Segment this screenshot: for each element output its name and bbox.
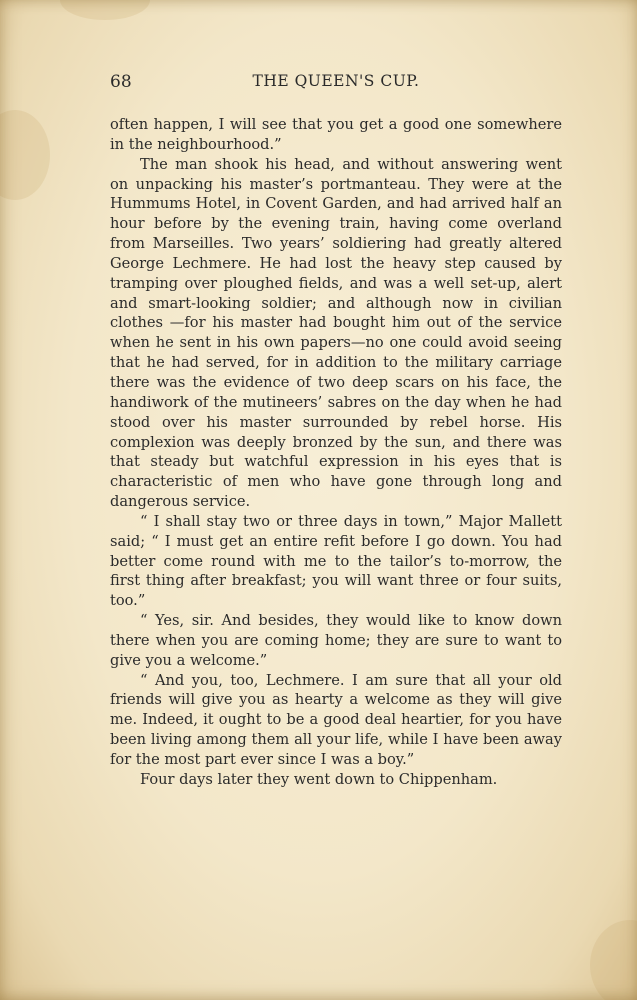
running-title: THE QUEEN'S CUP. (252, 72, 420, 90)
page-header (110, 72, 562, 96)
paper-stain (590, 920, 637, 1000)
paragraph: often happen, I will see that you get a good one somewhere in the neighbourhood.” (110, 116, 562, 153)
paragraph: “ Yes, sir. And besides, they would like to know down there when you are coming home; they are sure to want to give you a welcome.” (110, 612, 562, 669)
page-number: 68 (110, 72, 132, 92)
paragraph: Four days later they went down to Chippenham. (140, 770, 498, 788)
paragraph: “ I shall stay two or three days in town,” Major Mallett said; “ I must get an entire refit before I go down. You had better come round with me to the tailor’s to-morrow, the first thing after breakfast; you will want three or four suits, too.” (110, 512, 562, 610)
paper-stain (0, 110, 50, 200)
paper-stain (60, 0, 150, 20)
paragraph: “ And you, too, Lechmere. I am sure that all your old friends will give you as hearty a welcome as they will give me. Indeed, it ought to be a good deal heartier, for you have been living among them all your life, while I have been away for the most part ever since I was a boy.” (110, 671, 562, 768)
paragraph: The man shook his head, and without answering went on unpacking his master’s portmanteau. They were at the Hummums Hotel, in Covent Garden, and had arrived half an hour before by the evening train, having come overland from Marseilles. Two years’ soldiering had greatly altered George Lechmere. He had lost the heavy step caused by tramping over ploughed fields, and was a well set-up, alert and smart-looking soldier; and although now in civilian clothes —for his master had bought him out of the service when he sent in his own papers—no one could avoid seeing that he had served, for in addition to the military carriage there was the evidence of two deep scars on his face, the handiwork of the mutineers’ sabres on the day when he had stood over his master surrounded by rebel horse. His complexion was deeply bronzed by the sun, and there was that steady but watchful expression in his eyes that is characteristic of men who have gone through long and dangerous service. (110, 155, 562, 511)
body-text (110, 115, 562, 790)
